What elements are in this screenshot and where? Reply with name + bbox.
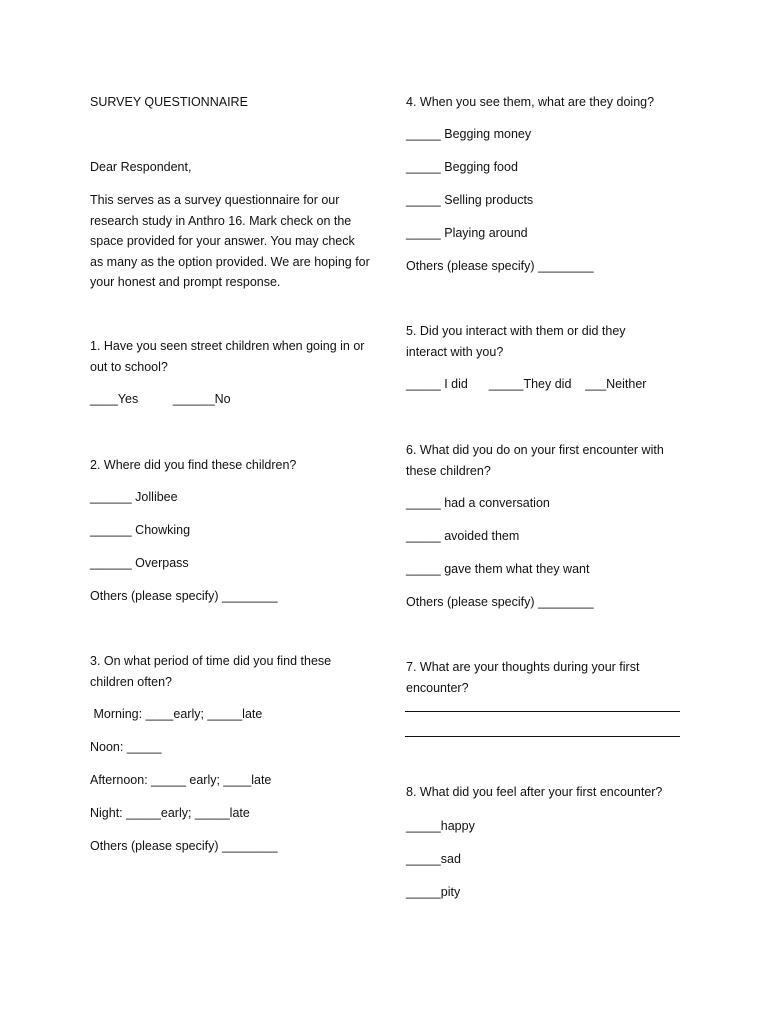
q6-option-1: _____ had a conversation xyxy=(406,496,550,510)
q3-option-1: Morning: ____early; _____late xyxy=(90,707,263,721)
q3-option-3: Afternoon: _____ early; ____late xyxy=(90,773,272,787)
q7-answer-line-2 xyxy=(405,736,680,737)
q3-option-4: Night: _____early; _____late xyxy=(90,806,250,820)
q2-option-2: ______ Chowking xyxy=(90,523,191,537)
q6-question: 6. What did you do on your first encounter with these children? xyxy=(406,443,664,478)
q4-option-1: _____ Begging money xyxy=(406,127,532,141)
q4-option-4: _____ Playing around xyxy=(406,226,528,240)
q6-option-2: _____ avoided them xyxy=(406,529,520,543)
q7-question: 7. What are your thoughts during your first encounter? xyxy=(406,660,640,695)
q3-option-2: Noon: _____ xyxy=(90,740,162,754)
q2-option-3: ______ Overpass xyxy=(90,556,189,570)
intro-paragraph: This serves as a survey questionnaire for our research study in Anthro 16. Mark check on the space provided for your answer. You may check as many as the option provided. We are hoping for your honest and prompt response. xyxy=(90,193,370,289)
q6-others: Others (please specify) ________ xyxy=(406,595,594,609)
q2-option-1: ______ Jollibee xyxy=(90,490,178,504)
q8-option-1: _____happy xyxy=(406,819,475,833)
q2-others: Others (please specify) ________ xyxy=(90,589,278,603)
q3-question: 3. On what period of time did you find these children often? xyxy=(90,654,332,689)
q1-question: 1. Have you seen street children when going in or out to school? xyxy=(90,339,365,374)
q1-options: ____Yes ______No xyxy=(90,392,231,406)
q2-question: 2. Where did you find these children? xyxy=(90,458,297,472)
q5-options: _____ I did _____They did ___Neither xyxy=(406,377,647,391)
q4-others: Others (please specify) ________ xyxy=(406,259,594,273)
q8-option-3: _____pity xyxy=(406,885,461,899)
q7-answer-line-1 xyxy=(405,711,680,712)
document-title: SURVEY QUESTIONNAIRE xyxy=(90,95,248,109)
q5-question: 5. Did you interact with them or did they interact with you? xyxy=(406,324,626,359)
q4-option-2: _____ Begging food xyxy=(406,160,518,174)
q8-question: 8. What did you feel after your first encounter? xyxy=(406,785,663,799)
q4-question: 4. When you see them, what are they doing? xyxy=(406,95,655,109)
q4-option-3: _____ Selling products xyxy=(406,193,534,207)
q8-option-2: _____sad xyxy=(406,852,461,866)
salutation: Dear Respondent, xyxy=(90,160,192,174)
q6-option-3: _____ gave them what they want xyxy=(406,562,590,576)
q3-others: Others (please specify) ________ xyxy=(90,839,278,853)
